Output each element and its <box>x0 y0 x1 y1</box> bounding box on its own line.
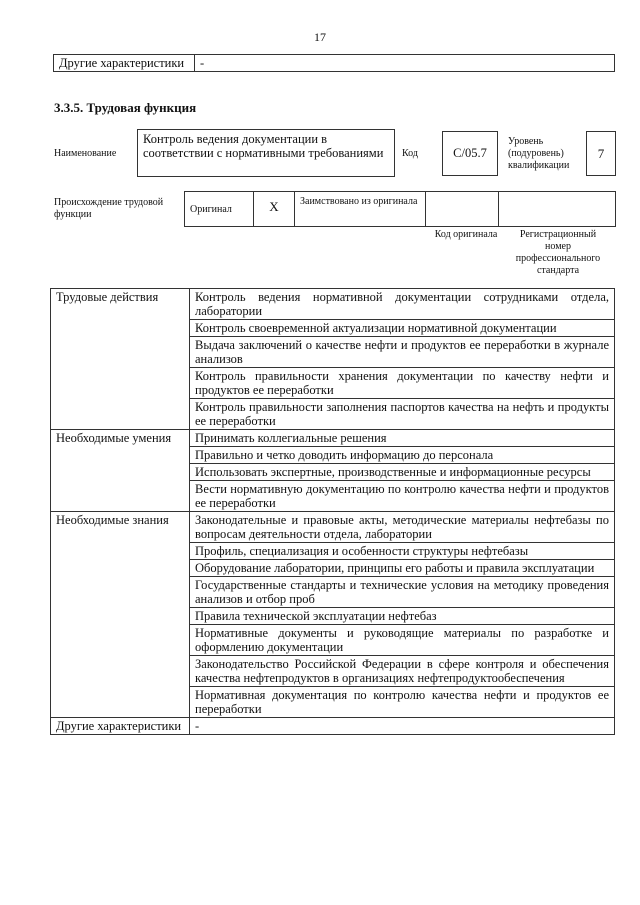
name-label: Наименование <box>54 148 117 159</box>
knowledge-label: Необходимые знания <box>51 512 190 718</box>
original-code-cell <box>426 192 499 227</box>
knowledge-item: Законодательные и правовые акты, методические материалы нефтебазы по вопросам деятельности отдела, лаборатории <box>190 512 615 543</box>
code-label: Код <box>402 148 418 159</box>
labor-actions-label: Трудовые действия <box>51 289 190 430</box>
labor-action-item: Контроль ведения нормативной документации сотрудниками отдела, лаборатории <box>190 289 615 320</box>
skill-item: Вести нормативную документацию по контролю качества нефти и продуктов ее переработки <box>190 481 615 512</box>
other-characteristics-value: - <box>195 55 615 72</box>
knowledge-item: Нормативные документы и руководящие материалы по разработке и оформлению документации <box>190 625 615 656</box>
labor-action-item: Контроль своевременной актуализации нормативной документации <box>190 320 615 337</box>
knowledge-item: Правила технической эксплуатации нефтебаз <box>190 608 615 625</box>
knowledge-item: Законодательство Российской Федерации в сфере контроля и обеспечения качества нефтепродуктов в организациях нефтепродуктообеспечения <box>190 656 615 687</box>
table-row <box>54 55 615 72</box>
labor-action-item: Контроль правильности заполнения паспортов качества на нефть и продукты ее переработки <box>190 399 615 430</box>
code-value-box: С/05.7 <box>442 131 498 176</box>
table-row <box>51 289 615 320</box>
knowledge-item: Государственные стандарты и технические условия на методику проведения анализов и отбор проб <box>190 577 615 608</box>
other-characteristics-value: - <box>190 718 615 735</box>
knowledge-item: Нормативная документация по контролю качества нефти и продуктов ее переработки <box>190 687 615 718</box>
origin-table <box>184 191 616 227</box>
page-number: 17 <box>314 30 326 44</box>
skill-item: Принимать коллегиальные решения <box>190 430 615 447</box>
borrowed-label: Заимствовано из оригинала <box>295 192 426 227</box>
registration-number-cell <box>499 192 616 227</box>
origin-label: Происхождение трудовой функции <box>54 197 164 220</box>
table-row <box>51 718 615 735</box>
knowledge-item: Профиль, специализация и особенности структуры нефтебазы <box>190 543 615 560</box>
labor-action-item: Контроль правильности хранения документации по качеству нефти и продуктов ее переработки <box>190 368 615 399</box>
original-code-caption: Код оригинала <box>434 229 498 240</box>
knowledge-item: Оборудование лаборатории, принципы его работы и правила эксплуатации <box>190 560 615 577</box>
original-mark: X <box>254 192 295 227</box>
skill-item: Использовать экспертные, производственные и информационные ресурсы <box>190 464 615 481</box>
table-row <box>51 512 615 543</box>
registration-number-caption: Регистрационный номер профессионального стандарта <box>515 229 601 276</box>
qualification-level-label: Уровень (подуровень) квалификации <box>508 136 570 171</box>
table-row <box>185 192 616 227</box>
skill-item: Правильно и четко доводить информацию до персонала <box>190 447 615 464</box>
other-characteristics-label: Другие характеристики <box>51 718 190 735</box>
section-title: 3.3.5. Трудовая функция <box>54 100 197 115</box>
function-name-box: Контроль ведения документации в соответствии с нормативными требованиями <box>137 129 395 177</box>
other-characteristics-label: Другие характеристики <box>54 55 195 72</box>
original-label: Оригинал <box>185 192 254 227</box>
qualification-level-box: 7 <box>586 131 616 176</box>
labor-action-item: Выдача заключений о качестве нефти и продуктов ее переработки в журнале анализов <box>190 337 615 368</box>
skills-label: Необходимые умения <box>51 430 190 512</box>
other-characteristics-top-table <box>53 54 615 72</box>
labor-function-table <box>50 288 615 735</box>
table-row <box>51 430 615 447</box>
